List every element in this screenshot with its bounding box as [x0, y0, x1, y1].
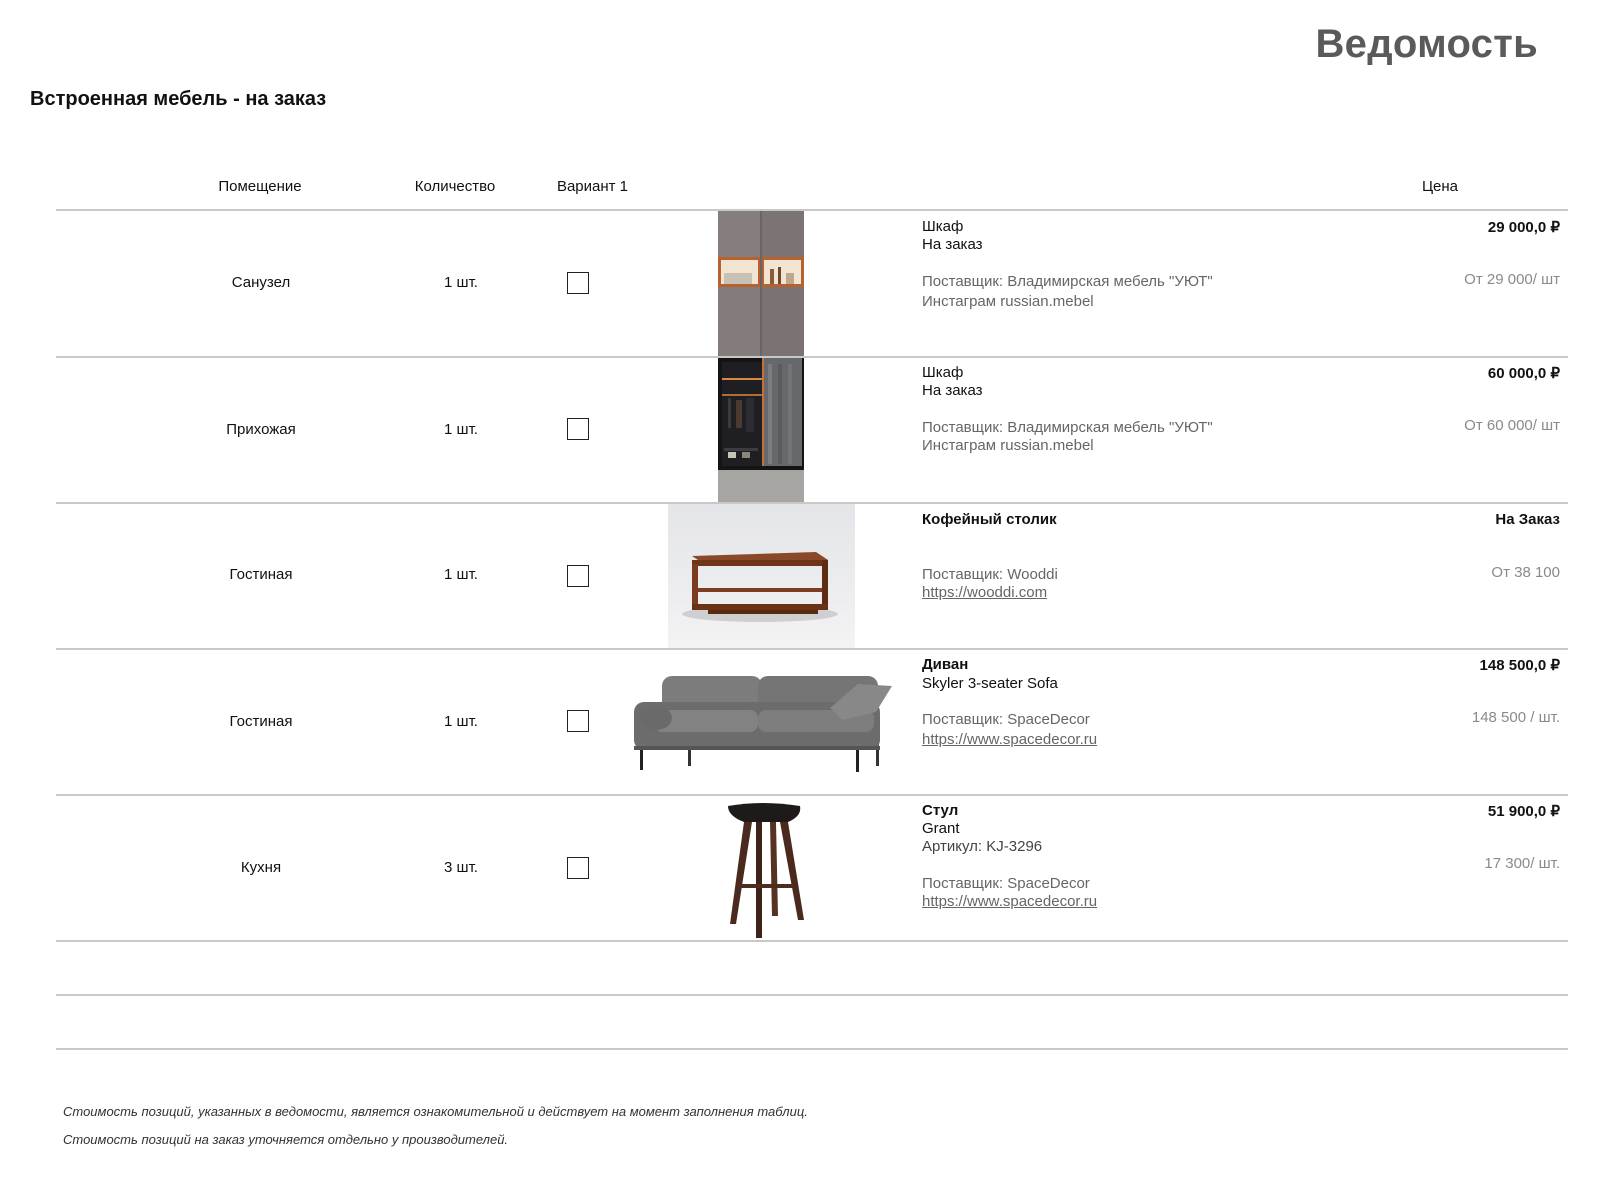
built-in-wardrobe-photo: [718, 211, 804, 357]
item-name: Диван: [922, 656, 969, 673]
table-divider: [56, 940, 1568, 942]
item-info: [922, 218, 1382, 311]
item-name: Шкаф: [922, 364, 964, 381]
section-title: Встроенная мебель - на заказ: [30, 88, 327, 110]
table-row: [56, 358, 1568, 506]
item-detail: Skyler 3-seater Sofa: [922, 675, 1058, 692]
unit-price: 148 500 / шт.: [1471, 709, 1560, 726]
coffee-table-photo: [668, 504, 855, 650]
item-name: Стул: [922, 802, 959, 819]
variant-checkbox[interactable]: [567, 565, 589, 587]
unit-price: От 60 000/ шт: [1464, 417, 1560, 434]
item-contact: Инстаграм russian.mebel: [922, 293, 1094, 310]
item-info: [922, 364, 1382, 455]
room-cell: Кухня: [240, 859, 282, 876]
sofa-photo: [628, 662, 900, 772]
footnote: Стоимость позиций, указанных в ведомости, является ознакомительной и действует на момент заполнения таблиц.: [63, 1104, 808, 1119]
variant-checkbox[interactable]: [567, 272, 589, 294]
total-price: 29 000,0 ₽: [1487, 219, 1560, 236]
quantity-cell: 3 шт.: [444, 859, 478, 876]
table-divider: [56, 994, 1568, 996]
variant-checkbox[interactable]: [567, 857, 589, 879]
item-supplier: Поставщик: Владимирская мебель "УЮТ": [922, 419, 1213, 436]
room-cell: Прихожая: [226, 421, 296, 438]
total-price: 51 900,0 ₽: [1487, 803, 1560, 820]
item-info: [922, 656, 1382, 749]
total-price: 60 000,0 ₽: [1487, 365, 1560, 382]
item-supplier: Поставщик: Wooddi: [922, 566, 1058, 583]
supplier-link[interactable]: https://www.spacedecor.ru: [922, 731, 1098, 748]
unit-price: 17 300/ шт.: [1484, 855, 1560, 872]
unit-price: От 38 100: [1491, 564, 1560, 581]
column-header-variant: Вариант 1: [556, 178, 629, 195]
column-header-price: Цена: [1421, 178, 1459, 195]
item-supplier: Поставщик: Владимирская мебель "УЮТ": [922, 273, 1213, 290]
item-supplier: Поставщик: SpaceDecor: [922, 711, 1090, 728]
quantity-cell: 1 шт.: [444, 713, 478, 730]
quantity-cell: 1 шт.: [444, 421, 478, 438]
item-detail: Grant: [922, 820, 960, 837]
quantity-cell: 1 шт.: [444, 566, 478, 583]
table-row: [56, 650, 1568, 798]
variant-checkbox[interactable]: [567, 418, 589, 440]
room-cell: Санузел: [231, 274, 291, 291]
room-cell: Гостиная: [229, 713, 293, 730]
table-row: [56, 504, 1568, 652]
supplier-link[interactable]: https://www.spacedecor.ru: [922, 893, 1098, 910]
total-price: 148 500,0 ₽: [1479, 657, 1560, 674]
bar-stool-photo: [722, 800, 808, 942]
item-info: [922, 511, 1382, 602]
table-row: [56, 796, 1568, 944]
hallway-wardrobe-photo: [718, 358, 804, 504]
item-name: Кофейный столик: [922, 511, 1057, 528]
item-name: Шкаф: [922, 218, 964, 235]
item-contact: Инстаграм russian.mebel: [922, 437, 1094, 454]
unit-price: От 29 000/ шт: [1464, 271, 1560, 288]
item-detail: На заказ: [922, 382, 983, 399]
footnote: Стоимость позиций на заказ уточняется отдельно у производителей.: [63, 1132, 509, 1147]
item-article: Артикул: KJ-3296: [922, 838, 1043, 855]
table-divider: [56, 1048, 1568, 1050]
quantity-cell: 1 шт.: [444, 274, 478, 291]
supplier-link[interactable]: https://wooddi.com: [922, 584, 1048, 601]
room-cell: Гостиная: [229, 566, 293, 583]
total-price: На Заказ: [1495, 511, 1560, 528]
variant-checkbox[interactable]: [567, 710, 589, 732]
document-title: Ведомость: [1315, 22, 1538, 66]
column-header-quantity: Количество: [414, 178, 496, 195]
item-supplier: Поставщик: SpaceDecor: [922, 875, 1090, 892]
column-header-room: Помещение: [218, 178, 302, 195]
item-detail: На заказ: [922, 236, 983, 253]
item-info: [922, 802, 1382, 911]
table-row: [56, 211, 1568, 359]
